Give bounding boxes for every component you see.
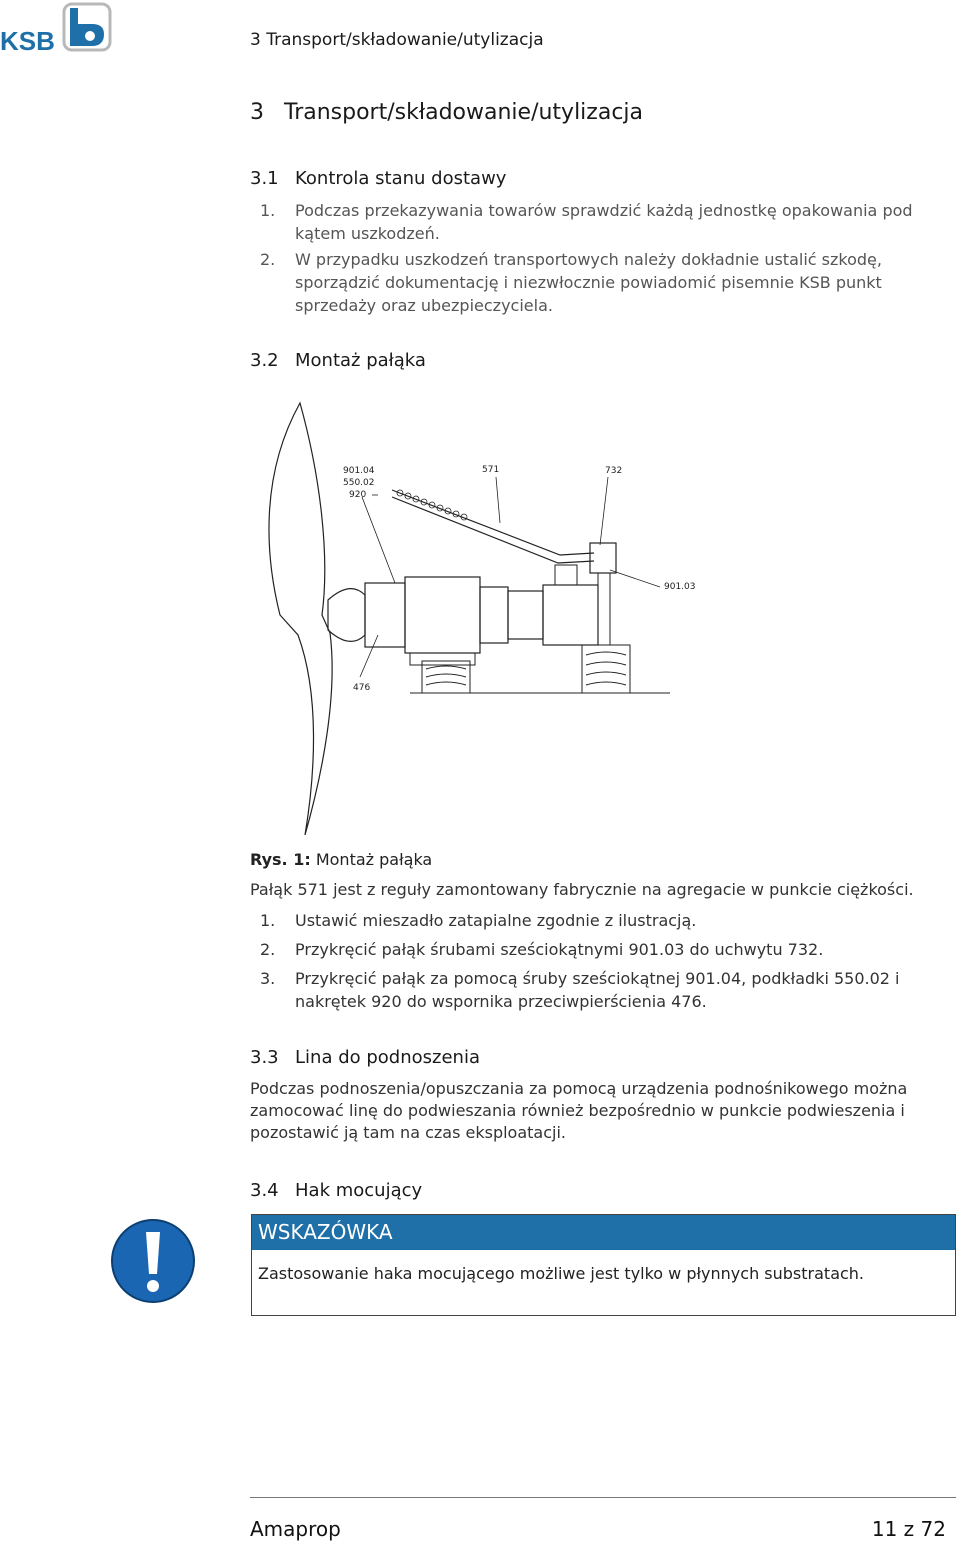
propeller-blade bbox=[269, 403, 332, 835]
section-number: 3.1 bbox=[250, 168, 279, 189]
label-550-02: 550.02 bbox=[343, 478, 375, 488]
label-901-04: 901.04 bbox=[343, 466, 375, 476]
footer-page-number: 11 z 72 bbox=[871, 1517, 946, 1541]
notice-box bbox=[251, 1214, 956, 1316]
ksb-logo bbox=[0, 0, 118, 58]
bracket-mounting-drawing bbox=[260, 395, 696, 840]
section-number: 3.4 bbox=[250, 1180, 279, 1201]
list-number: 3. bbox=[260, 969, 276, 988]
section-title: Montaż pałąka bbox=[295, 350, 426, 371]
label-920: 920 bbox=[349, 490, 367, 500]
list-number: 2. bbox=[260, 250, 276, 269]
lifting-rope-text: Podczas podnoszenia/opuszczania za pomocą urządzenia podnośnikowego można zamocować linę do podwieszania również bezpośrednio w punkcie podwieszenia i pozostawić ją tam na czas eksploatacji. bbox=[250, 1079, 908, 1142]
label-901-03: 901.03 bbox=[664, 582, 696, 592]
list-item bbox=[250, 199, 950, 245]
section-title: Lina do podnoszenia bbox=[295, 1047, 480, 1068]
list-text: Przykręcić pałąk za pomocą śruby sześciokątnej 901.04, podkładki 550.02 i nakrętek 920 do wspornika przeciwpierścienia 476. bbox=[295, 969, 900, 1011]
list-item bbox=[250, 938, 950, 961]
list-text: W przypadku uszkodzeń transportowych należy dokładnie ustalić szkodę, sporządzić dokumentację i niezwłocznie powiadomić pisemnie KSB punkt sprzedaży oraz ubezpieczyciela. bbox=[295, 250, 882, 315]
exclamation-icon bbox=[110, 1218, 196, 1304]
delivery-check-list bbox=[250, 199, 950, 320]
label-571: 571 bbox=[482, 465, 500, 475]
footer-divider bbox=[250, 1497, 956, 1498]
list-item bbox=[250, 248, 950, 317]
footer-product: Amaprop bbox=[250, 1517, 341, 1541]
running-header: 3 Transport/składowanie/utylizacja bbox=[250, 30, 544, 50]
label-732: 732 bbox=[605, 466, 623, 476]
section-title: Kontrola stanu dostawy bbox=[295, 168, 507, 189]
section-title: Transport/składowanie/utylizacja bbox=[284, 100, 644, 125]
bracket-intro: Pałąk 571 jest z reguły zamontowany fabrycznie na agregacie w punkcie ciężkości. bbox=[250, 880, 914, 899]
figure-caption bbox=[250, 850, 432, 869]
list-item bbox=[250, 967, 950, 1013]
notice-text: Zastosowanie haka mocującego możliwe jest tylko w płynnych substratach. bbox=[258, 1264, 865, 1283]
list-item bbox=[250, 909, 950, 932]
list-text: Ustawić mieszadło zatapialne zgodnie z ilustracją. bbox=[295, 911, 697, 930]
section-3-1-heading bbox=[250, 168, 506, 189]
bracket-steps-list bbox=[250, 909, 950, 1016]
section-number: 3.2 bbox=[250, 350, 279, 371]
caption-prefix: Rys. 1: bbox=[250, 850, 311, 869]
logo-text: KSB bbox=[0, 26, 55, 56]
list-number: 1. bbox=[260, 911, 276, 930]
section-number: 3.3 bbox=[250, 1047, 279, 1068]
caption-text: Montaż pałąka bbox=[315, 850, 433, 869]
section-3-2-heading bbox=[250, 350, 426, 371]
label-476: 476 bbox=[353, 683, 371, 693]
section-3-heading bbox=[250, 100, 643, 125]
list-text: Przykręcić pałąk śrubami sześciokątnymi 901.03 do uchwytu 732. bbox=[295, 940, 824, 959]
section-number: 3 bbox=[250, 100, 264, 125]
list-number: 2. bbox=[260, 940, 276, 959]
notice-title: WSKAZÓWKA bbox=[252, 1215, 955, 1250]
section-3-3-heading bbox=[250, 1047, 480, 1068]
section-title: Hak mocujący bbox=[295, 1180, 423, 1201]
list-number: 1. bbox=[260, 201, 276, 220]
list-text: Podczas przekazywania towarów sprawdzić każdą jednostkę opakowania pod kątem uszkodzeń. bbox=[295, 201, 913, 243]
section-3-4-heading bbox=[250, 1180, 422, 1201]
